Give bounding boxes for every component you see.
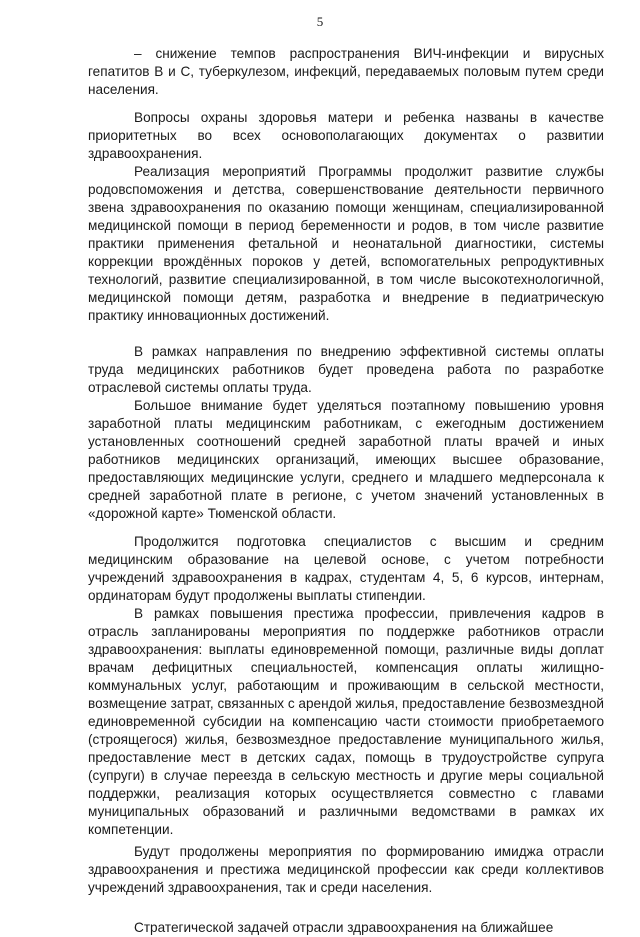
paragraph-hiv-reduction: – снижение темпов распространения ВИЧ-инфекции и вирусных гепатитов В и С, туберкулезом, инфекций, передаваемых половым путем среди населения. bbox=[88, 46, 604, 97]
paragraph-image-building: Будут продолжены мероприятия по формированию имиджа отрасли здравоохранения и престижа медицинской профессии как среди коллективов учреждений здравоохранения, так и среди населения. bbox=[88, 844, 604, 895]
document-body bbox=[88, 45, 604, 937]
paragraph-salary-increase: Большое внимание будет уделяться поэтапному повышению уровня заработной платы медицинским работникам, с ежегодным достижением установленных соотношений средней заработной платы врачей и иных работников медицинских организаций, имеющих высшее образование, предоставляющих медицинские услуги, среднего и младшего медперсонала к средней заработной плате в регионе, с учетом значений установленных в «дорожной карте» Тюменской области. bbox=[88, 398, 604, 521]
paragraph-specialist-training: Продолжится подготовка специалистов с высшим и средним медицинским образование на целевой основе, с учетом потребности учреждений здравоохранения в кадрах, студентам 4, 5, 6 курсов, интернам, ординаторам будут продолжены выплаты стипендии. bbox=[88, 534, 604, 603]
page-number: 5 bbox=[316, 14, 324, 29]
paragraph-maternal-health: Вопросы охраны здоровья матери и ребенка названы в качестве приоритетных во всех основополагающих документах о развитии здравоохранения. bbox=[88, 110, 604, 161]
paragraph-prestige-measures: В рамках повышения престижа профессии, привлечения кадров в отрасль запланированы мероприятия по поддержке работников отрасли здравоохранения: выплаты единовременной помощи, различные виды доплат врачам дефицитных специальностей, компенсация оплаты жилищно-коммунальных услуг, работающим и проживающим в сельской местности, возмещение затрат, связанных с арендой жилья, предоставление безвозмездной единовременной субсидии на компенсацию части стоимости приобретаемого (строящегося) жилья, безвозмездное предоставление муниципального жилья, предоставление мест в детских садах, помощь в трудоустройстве супруга (супруги) в случае переезда в сельскую местность и другие меры социальной поддержки, реализация которых осуществляется совместно с главами муниципальных образований и различными ведомствами в рамках их компетенции. bbox=[88, 606, 604, 837]
paragraph-pay-system: В рамках направления по внедрению эффективной системы оплаты труда медицинских работников будет проведена работа по разработке отраслевой системы оплаты труда. bbox=[88, 344, 604, 395]
paragraph-strategic-task: Стратегической задачей отрасли здравоохранения на ближайшее bbox=[134, 920, 554, 935]
paragraph-program-implementation: Реализация мероприятий Программы продолжит развитие службы родовспоможения и детства, совершенствование деятельности первичного звена здравоохранения по оказанию помощи женщинам, специализированной медицинской помощи в период беременности и родов, в том числе развитие практики применения фетальной и неонатальной диагностики, системы коррекции врождённых пороков у детей, вспомогательных репродуктивных технологий, развитие специализированной, в том числе высокотехнологичной, медицинской помощи детям, разработка и внедрение в педиатрическую практику инновационных достижений. bbox=[88, 164, 604, 323]
